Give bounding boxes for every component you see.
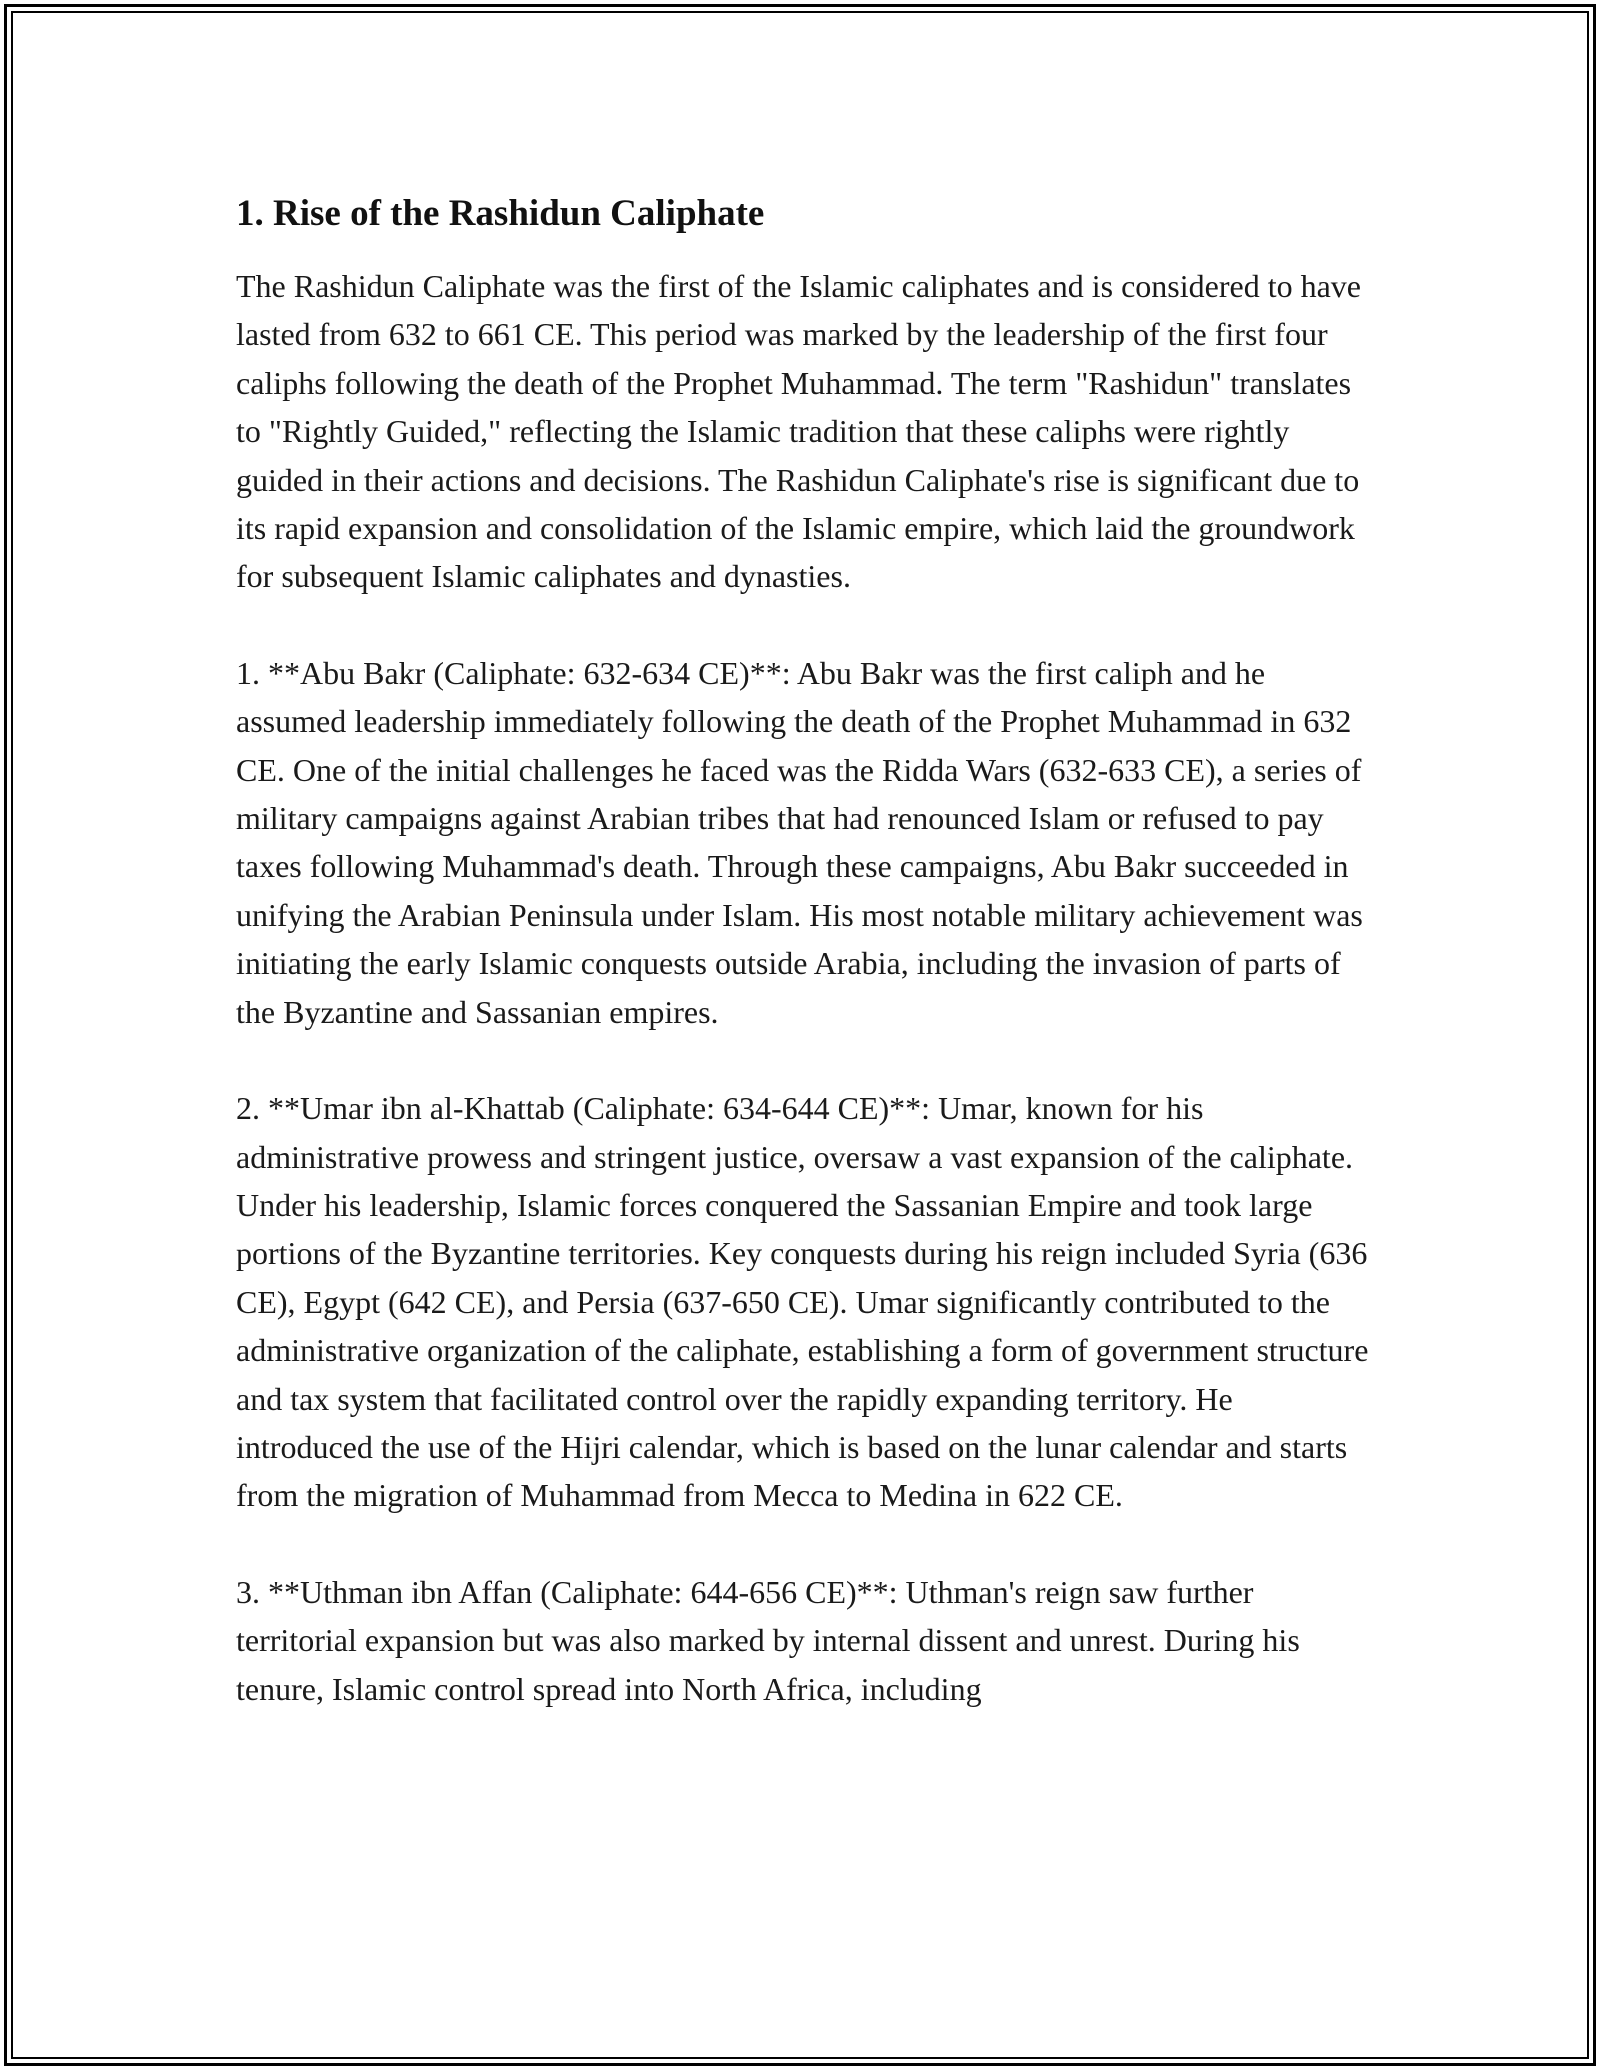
- document-body: [236, 186, 1376, 1761]
- uthman-paragraph: 3. **Uthman ibn Affan (Caliphate: 644-656 CE)**: Uthman's reign saw further territorial expansion but was also marked by internal dissent and unrest. During his tenure, Islamic control spread into North Africa, including: [236, 1573, 1300, 1707]
- intro-paragraph: The Rashidun Caliphate was the first of the Islamic caliphates and is considered to have lasted from 632 to 661 CE. This period was marked by the leadership of the first four caliphs following the death of the Prophet Muhammad. The term "Rashidun" translates to "Rightly Guided," reflecting the Islamic tradition that these caliphs were rightly guided in their actions and decisions. The Rashidun Caliphate's rise is significant due to its rapid expansion and consolidation of the Islamic empire, which laid the groundwork for subsequent Islamic caliphates and dynasties.: [236, 268, 1361, 595]
- umar-paragraph: 2. **Umar ibn al-Khattab (Caliphate: 634-644 CE)**: Umar, known for his administrative prowess and stringent justice, oversaw a vast expansion of the caliphate. Under his leadership, Islamic forces conquered the Sassanian Empire and took large portions of the Byzantine territories. Key conquests during his reign included Syria (636 CE), Egypt (642 CE), and Persia (637-650 CE). Umar significantly contributed to the administrative organization of the caliphate, establishing a form of government structure and tax system that facilitated control over the rapidly expanding territory. He introduced the use of the Hijri calendar, which is based on the lunar calendar and starts from the migration of Muhammad from Mecca to Medina in 622 CE.: [236, 1090, 1369, 1514]
- abu-bakr-paragraph: 1. **Abu Bakr (Caliphate: 632-634 CE)**: Abu Bakr was the first caliph and he assumed leadership immediately following the death of the Prophet Muhammad in 632 CE. One of the initial challenges he faced was the Ridda Wars (632-633 CE), a series of military campaigns against Arabian tribes that had renounced Islam or refused to pay taxes following Muhammad's death. Through these campaigns, Abu Bakr succeeded in unifying the Arabian Peninsula under Islam. His most notable military achievement was initiating the early Islamic conquests outside Arabia, including the invasion of parts of the Byzantine and Sassanian empires.: [236, 654, 1363, 1030]
- section-heading: 1. Rise of the Rashidun Caliphate: [236, 193, 765, 234]
